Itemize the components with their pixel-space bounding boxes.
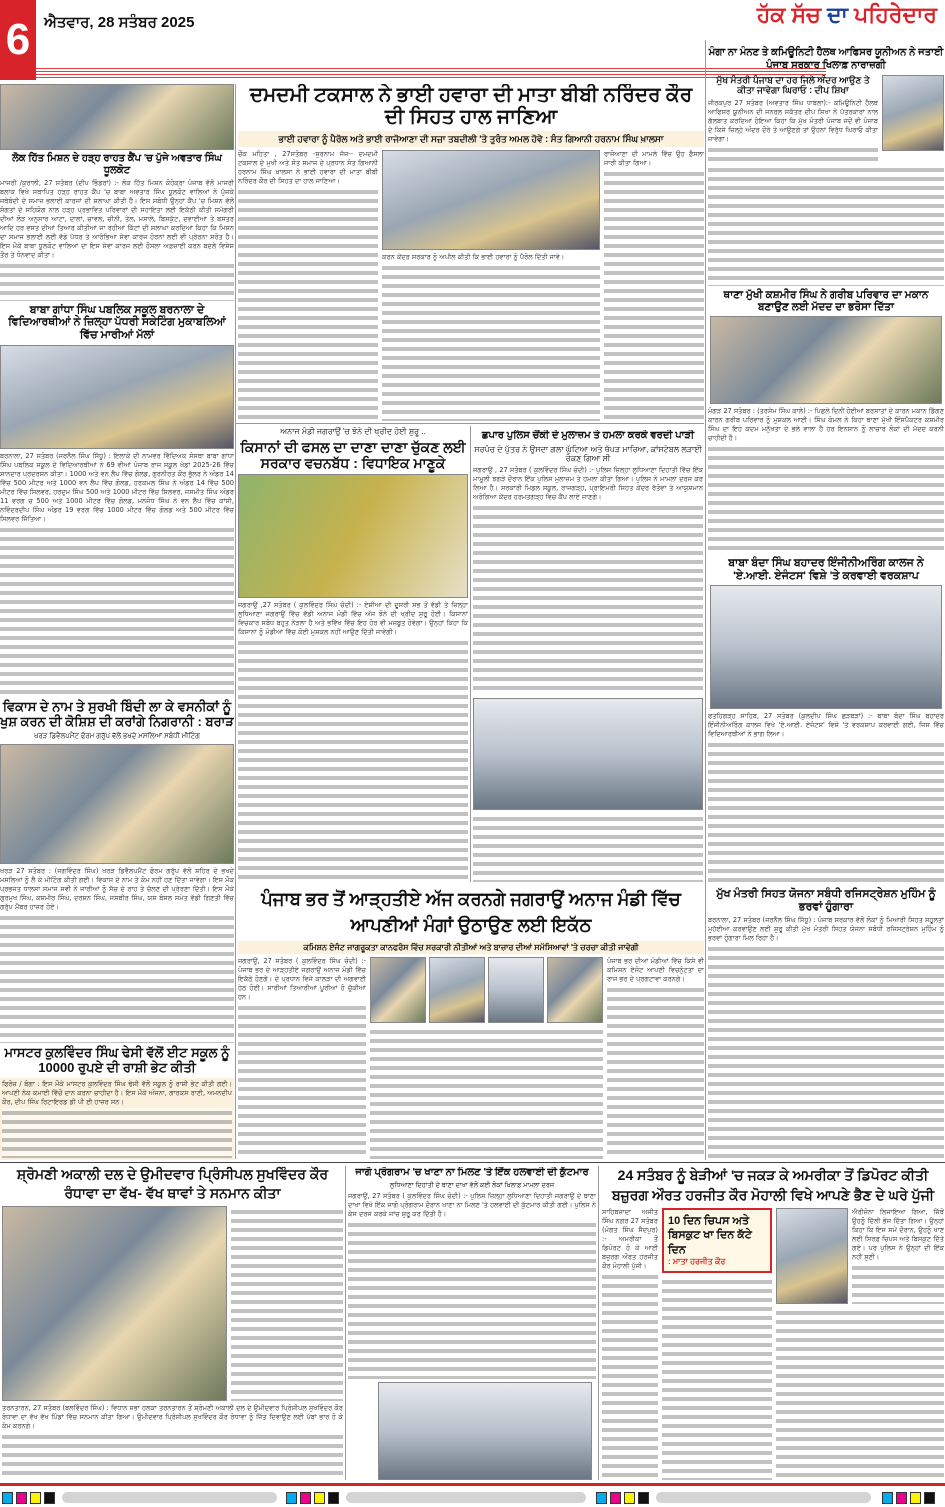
column-divider bbox=[235, 84, 236, 1159]
article-body bbox=[0, 1078, 234, 1160]
headline: ਬਾਬਾ ਗਾਂਧਾ ਸਿੰਘ ਪਬਲਿਕ ਸਕੂਲ ਬਰਨਾਲਾ ਦੇ ਵਿਦਿਆਰਥੀਆਂ ਨੇ ਜ਼ਿਲ੍ਹਾ ਪੱਧਰੀ ਸਕੇਟਿੰਗ ਮੁਕਾਬਲਿਆਂ ਵਿੱਚ ਮਾਰੀਆਂ ਮੱਲਾਂ bbox=[8, 303, 226, 341]
article-body bbox=[708, 164, 944, 287]
page-number: 6 bbox=[0, 0, 36, 80]
color-registration-marks bbox=[596, 1492, 649, 1504]
headline: ਛਪਾਰ ਪੁਲਿਸ ਚੌਂਕੀ ਦੇ ਮੁਲਾਜ਼ਮ ਤੇ ਹਮਲਾ ਕਰਕੇ ਵਰਦੀ ਪਾੜੀ bbox=[481, 430, 695, 441]
portrait-photo bbox=[488, 957, 544, 1023]
article bbox=[238, 427, 468, 882]
quote-box bbox=[662, 1208, 772, 1273]
headline: ਪੰਜਾਬ ਭਰ ਤੋਂ ਆੜ੍ਹਤੀਏ ਅੱਜ ਕਰਨਗੇ ਜਗਰਾਉਂ ਅਨਾਜ ਮੰਡੀ ਵਿੱਚ ਆਪਣੀਆਂ ਮੰਗਾਂ ਉਠਾਉਣ ਲਈ ਇਕੱਠ bbox=[261, 889, 681, 935]
logo-text: ਪਹਿਰੇਦਾਰ bbox=[854, 2, 937, 27]
article-text: ਮਾਜਰੀ /ਕੁਰਾਲੀ, 27 ਸਤੰਬਰ (ਦੀਪ ਭਿੰਡਰਾਂ) :- ਲੋਕ ਹਿੱਤ ਮਿਸ਼ਨ ਕੋਹੋਕ੍ਰਾ ਪੰਜਾਬ ਵੱਲੋਂ ਮਾਜਰੀ ਬਲਾਕ ਵਿਖੇ ਸਥਾਪਿਤ ਹੜ੍ਹ ਰਾਹਤ ਕੈਂਪ 'ਚ ਬਾਬਾ ਅਵਤਾਰ ਸਿੰਘ ਧੂਲਕੋਟ ਵਾਲਿਆਂ ਨੇ ਪੁੱਜਕੇ ਜਥੇਬੰਦੀ ਦੇ ਸਮਾਜ ਭਲਾਈ ਕਾਰਜਾਂ ਦੀ ਸ਼ਲਾਘਾ ਕੀਤੀ ਹੈ। ਇਸ ਸਬੰਧੀ ਉਨ੍ਹਾਂ ਕੈਂਪ 'ਚ ਮਿਸ਼ਨ ਵੱਲੋਂ ਸੰਗਤਾਂ ਦੇ ਸਹਿਯੋਗ ਨਾਲ ਹੜ੍ਹ ਪ੍ਰਭਾਵਿਤ ਪਰਿਵਾਰਾਂ ਦੀ ਸਹਾਇਤਾ ਲਈ ਇਕੱਠੀ ਕੀਤੀ ਸਮੱਗਰੀ ਦੀਆਂ ਲੋੜ ਅਨੁਸਾਰ ਆਟਾ, ਦਾਲਾਂ, ਚਾਵਲ, ਚੀਨੀ, ਤੇਲ, ਮਸਾਲੇ, ਬਿਸਕੁੱਟ, ਦਵਾਈਆਂ ਤੇ ਬਸਤਰ ਆਦਿ ਹਰ ਵਸਤ ਦੀਆਂ ਤਿਆਰ ਕੀਤੀਆਂ ਜਾ ਰਹੀਆਂ ਕਿੱਟਾਂ ਦੀ ਸ਼ਲਾਘਾ ਕਰਦਿਆਂ ਕਿਹਾ ਕਿ ਮਿਸ਼ਨ ਦਾ ਸਮਾਜ ਭਲਾਈ ਲਈ ਵੱਡੇ ਪੱਧਰ ਤੇ ਆਰੰਭਿਆ ਸੇਵਾ ਕਾਰਜ ਹੋਰਨਾਂ ਲਈ ਵੀ ਪ੍ਰੇਰਨਾ ਸਰੋਤ ਹੈ। ਇਸ ਮੌਕੇ ਬਾਬਾ ਧੂਲਕੋਟ ਵਾਲਿਆਂ ਦਾ ਇਸ ਸੇਵਾ ਕਾਰਜ ਲਈ ਹੌਸਲਾ ਅਫ਼ਜ਼ਾਈ ਕਰਨ ਬਦਲੇ ਵਿਸ਼ੇਸ਼ ਤੌਰ ਤੇ ਧੰਨਵਾਦ ਕੀਤਾ। bbox=[0, 179, 234, 259]
subheadline: ਮੁੱਖ ਮੰਤਰੀ ਪੰਜਾਬ ਦਾ ਹਰ ਜਿਲੇ ਅੰਦਰ ਆਉਣ ਤੇ ਕੀਤਾ ਜਾਵੇਗਾ ਘਿਰਾਓ : ਦੀਪ ਸ਼ਿਖਾ bbox=[716, 75, 870, 96]
article-text: ਜਗਰਾਉਂ ,27 ਸਤੰਬਰ ( ਕੁਲਵਿੰਦਰ ਸਿੰਘ ਚੰਦੀ) :- ਏਸ਼ੀਆ ਦੀ ਦੂਸਰੀ ਸਭ ਤੋਂ ਵੱਡੀ ਤੇ ਜ਼ਿਲ੍ਹਾ ਲੁਧਿਆਣਾ ਜਗਰਾਉਂ ਵਿੱਚ ਵੱਡੀ ਅਨਾਜ ਮੰਡੀ ਵਿੱਚ ਅੱਜ ਝੋਨੇ ਦੀ ਖ੍ਰੀਦ ਸ਼ੁਰੂ ਹੋਈ। ਕਿਸਾਨਾਂ ਵਿਚਕਾਰ ਸਬੰਧ ਬਹੁਤ ਨੇੜਲਾ ਹੈ ਅਤੇ ਭਵਿੱਖ ਵਿੱਚ ਇਹ ਹੋਰ ਵੀ ਮਜ਼ਬੂਤ ਹੋਵੇਗਾ। ਉਨ੍ਹਾਂ ਕਿਹਾ ਕਿ ਕਿਸਾਨਾਂ ਨੂੰ ਮੰਡੀਆਂ ਵਿੱਚ ਕੋਈ ਮੁਸ਼ਕਲ ਨਹੀਂ ਆਉਣ ਦਿੱਤੀ ਜਾਵੇਗੀ। bbox=[238, 601, 468, 637]
photo bbox=[382, 150, 600, 250]
article-body bbox=[0, 179, 234, 301]
article bbox=[2, 1165, 343, 1480]
article-text: ਖਰੜ 27 ਸਤੰਬਰ : (ਜਗਵਿੰਦਰ ਸਿੰਘ) ਖਰੜ ਡਿਵੈਲਪਮੈਂਟ ਫੋਰਮ ਗਰੁੱਪ ਵੱਲੋਂ ਸ਼ਹਿਰ ਦੇ ਭਖਦੇ ਮਸਲਿਆਂ ਨੂੰ ਲੈ ਕੇ ਮੀਟਿੰਗ ਕੀਤੀ ਗਈ। ਵਿਕਾਸ ਦੇ ਨਾਮ ਤੇ ਕੰਮ ਨਹੀਂ ਹਣ ਦਿੱਤਾ ਜਾਵੇਗਾ। ਇਸ ਮੌਕ ਪ੍ਰਭਜਤ ਧਾਲਸਾ ਸਮਾਜ ਸਵੀ ਨੇ ਜਾਰੀਆਂ ਨੂੰ ਸੱਚ ਦੇ ਰਾਹ ਤੇ ਚੱਲਣ ਦੀ ਪ੍ਰੇਰਣਾ ਦਿੱਤੀ। ਇਸ ਮੌਕੇ ਗੁਰਮੁਖ ਸਿੰਘ, ਕਸ਼ਮੀਰ ਸਿੰਘ, ਦਰਸ਼ਨ ਸਿੰਘ, ਜਸਬੀਰ ਸਿੰਘ, ਯਸ਼ ਬੰਸਲ ਸਮੇਤ ਵੱਡੀ ਗਿਣਤੀ ਵਿੱਚ ਗਰੁੱਪ ਮੈਂਬਰ ਹਾਜ਼ਰ ਹੋਏ। bbox=[0, 867, 234, 911]
lead-story bbox=[238, 84, 704, 421]
headline: ਥਾਣਾ ਮੁੱਖੀ ਕਸ਼ਮੀਰ ਸਿੰਘ ਨੇ ਗਰੀਬ ਪਰਿਵਾਰ ਦਾ ਮਕਾਨ ਬਣਾਉਣ ਲਈ ਮੱਦਦ ਦਾ ਭਰੋਸਾ ਦਿੱਤਾ bbox=[723, 289, 929, 314]
issue-date: ਐਤਵਾਰ, 28 ਸਤੰਬਰ 2025 bbox=[44, 14, 195, 31]
color-registration-marks bbox=[2, 1492, 55, 1504]
color-registration-marks bbox=[882, 1492, 935, 1504]
subheadline: ਖਰੜ ਡਿਵੈਲਪਮੈਂਟ ਫੋਰਮ ਗਰੁੱਪ ਵੱਲੋਂ ਭਖਦੇ ਮਸਲਿਆਂ ਸਬੰਧੀ ਮੀਟਿੰਗ bbox=[34, 732, 200, 740]
portrait-photo bbox=[547, 957, 603, 1023]
headline: ਮੁੱਖ ਮੰਤਰੀ ਸਿਹਤ ਯੋਜਨਾ ਸਬੰਧੀ ਰਜਿਸਟ੍ਰੇਸ਼ਨ ਮੁਹਿੰਮ ਨੂੰ ਭਰਵਾਂ ਹੁੰਗਾਰਾ bbox=[716, 888, 936, 913]
article bbox=[602, 1165, 944, 1480]
subheadline: ਸਰਪੰਚ ਦੇ ਪੁੱਤਰ ਨੇ ਉਸਦਾ ਗਲਾ ਘੁੱਟਿਆ ਅਤੇ ਥੱਪੜ ਮਾਰਿਆ, ਕਾਂਸਟੇਬਲ ਲੜਾਈ ਰੋਕਣ ਗਿਆ ਸੀ bbox=[474, 444, 702, 463]
color-registration-marks bbox=[286, 1492, 339, 1504]
article bbox=[238, 886, 704, 1159]
headline: ਮੰਗਾ ਨਾ ਮੰਨਣ ਤੇ ਕਮਿਊਨਿਟੀ ਹੈਲਥ ਆਫਿਸਰ ਯੂਨੀਅਨ ਨੇ ਜਤਾਈ ਪੰਜਾਬ ਸਰਕਾਰ ਖਿਲਾਫ਼ ਨਾਰਾਜ਼ਗੀ bbox=[708, 47, 944, 71]
article-body bbox=[602, 1208, 658, 1480]
portrait-photo bbox=[429, 957, 485, 1023]
article-body bbox=[238, 150, 378, 421]
section-divider bbox=[236, 423, 704, 424]
footer-rule bbox=[0, 1483, 945, 1486]
headline: ਲੋਕ ਹਿੱਤ ਮਿਸ਼ਨ ਦੇ ਹੜ੍ਹ ਰਾਹਤ ਕੈਂਪ 'ਚ ਪੁੱਜੇ ਅਵਤਾਰ ਸਿੰਘ ਧੂਲਕੋਟ bbox=[12, 153, 222, 176]
headline: ਬਾਬਾ ਬੰਦਾ ਸਿੰਘ ਬਹਾਦਰ ਇੰਜੀਨੀਅਰਿੰਗ ਕਾਲਜ ਨੇ 'ਏ.ਆਈ. ਏਜੰਟਸ' ਵਿਸ਼ੇ 'ਤੇ ਕਰਵਾਈ ਵਰਕਸ਼ਾਪ bbox=[728, 557, 924, 582]
subheadline: ਕਮਿਸ਼ਨ ਏਜੰਟ ਜਾਗਰੂਕਤਾ ਕਾਨਫਰੰਸ ਵਿੱਚ ਸਰਕਾਰੀ ਨੀਤੀਆਂ ਅਤੇ ਬਾਜ਼ਾਰ ਦੀਆਂ ਸਮੱਸਿਆਵਾਂ 'ਤੇ ਚਰਚਾ ਕੀਤੀ ਜਾਵੇਗੀ bbox=[238, 941, 704, 954]
article-body bbox=[382, 253, 600, 421]
article-body bbox=[708, 916, 944, 1159]
logo-text: ਹੱਕ ਸੱਚ bbox=[756, 2, 821, 27]
portrait-photo bbox=[776, 1208, 848, 1304]
article-body bbox=[852, 1208, 944, 1304]
article-body bbox=[348, 1192, 596, 1379]
article-text: ਬਰਨਾਲਾ, 27 ਸਤੰਬਰ (ਜਰਨੈਲ ਸਿੰਘ ਸਿੱਧੂ) : ਪੰਜਾਬ ਸਰਕਾਰ ਵੱਲੋਂ ਲੋਕਾਂ ਨੂੰ ਮਿਆਰੀ ਸਿਹਤ ਸਹੂਲਤਾਂ ਮੁਹੱਈਆ ਕਰਵਾਉਣ ਲਈ ਸ਼ੁਰੂ ਕੀਤੀ ਮੁੱਖ ਮੰਤਰੀ ਸਿਹਤ ਯੋਜਨਾ ਸਬੰਧੀ ਰਜਿਸਟ੍ਰੇਸ਼ਨ ਮੁਹਿੰਮ ਨੂੰ ਭਰਵਾਂ ਹੁੰਗਾਰਾ ਮਿਲ ਰਿਹਾ ਹੈ। bbox=[708, 916, 944, 943]
registration-bar bbox=[656, 1492, 871, 1503]
headline: ਸ਼੍ਰੋਮਣੀ ਅਕਾਲੀ ਦਲ ਦੇ ਉਮੀਦਵਾਰ ਪ੍ਰਿੰਸੀਪਲ ਸੁਖਵਿੰਦਰ ਕੌਰ ਰੰਧਾਵਾ ਦਾ ਵੱਖ- ਵੱਖ ਥਾਵਾਂ ਤੇ ਸਨਮਾਨ ਕੀਤਾ bbox=[16, 1166, 329, 1201]
article-body bbox=[238, 957, 366, 1159]
registration-bar bbox=[62, 1492, 277, 1503]
column-divider bbox=[598, 1166, 599, 1480]
article-body bbox=[473, 813, 703, 882]
column-divider bbox=[345, 1166, 346, 1480]
article-text: ਜਗਰਾਉਂ, 27 ਸਤੰਬਰ ( ਕੁਲਵਿੰਦਰ ਸਿੰਘ ਚੰਦੀ) :- ਪੰਜਾਬ ਭਰ ਦੇ ਆੜ੍ਹਤੀਏ ਜਗਰਾਉਂ ਅਨਾਜ ਮੰਡੀ ਵਿੱਚ ਇਕੱਠੇ ਹੋਣਗੇ। ਦੇ ਪ੍ਰਧਾਨ ਵਿਜੇ ਕਾਲੜਾ ਦੀ ਅਗਵਾਈ ਹੇਠ ਹੋਈ। ਸਾਰੀਆਂ ਤਿਆਰੀਆਂ ਪੂਰੀਆਂ ਹੋ ਚੁੱਕੀਆਂ ਹਨ। bbox=[238, 957, 366, 1002]
article-body bbox=[604, 150, 704, 421]
article-text: ਤਰਨਤਾਰਨ, 27 ਸਤੰਬਰ (ਬਲਵਿੰਦਰ ਸਿੰਘ) : ਵਿਧਾਨ ਸਭਾ ਹਲਕਾ ਤਰਨਤਾਰਨ ਤੋਂ ਸ਼੍ਰੋਮਣੀ ਅਕਾਲੀ ਦਲ ਦੇ ਉਮੀਦਵਾਰ ਪ੍ਰਿੰਸੀਪਲ ਸੁਖਵਿੰਦਰ ਕੌਰ ਰੰਧਾਵਾ ਦਾ ਵੱਖ ਵੱਖ ਪਿੰਡਾਂ ਵਿੱਚ ਸਨਮਾਨ ਕੀਤਾ ਗਿਆ। ਉਮੀਦਵਾਰ ਪ੍ਰਿੰਸੀਪਲ ਸੁਖਵਿੰਦਰ ਕੌਰ ਰੰਧਾਵਾ ਨੂੰ ਜਿੱਤ ਦਿਵਾਉਣ ਲਈ ਪੱਬਾਂ ਭਾਰ ਹੋ ਕੇ ਕੰਮ ਕਰਨਗੇ। bbox=[2, 1404, 343, 1430]
subheadline: ਲੁਧਿਆਣਾ ਦਿਹਾਤੀ ਦੇ ਥਾਣਾ ਦਾਖਾ ਵੱਲੋਂ ਕਈ ਲੋਕਾਂ ਖ਼ਿਲਾਫ਼ ਮਾਮਲਾ ਦਰਜ bbox=[389, 1181, 555, 1189]
column-divider bbox=[705, 40, 706, 1160]
headline: ਜਾਗੋ ਪ੍ਰੋਗਰਾਮ 'ਚ ਖਾਣਾ ਨਾ ਮਿਲਣ 'ਤੇ ਇੱਕ ਹਲਵਾਈ ਦੀ ਕੁੱਟਮਾਰ bbox=[355, 1167, 589, 1178]
article-body bbox=[231, 1206, 343, 1401]
article-text: ਸਾਹਿਬਜ਼ਾਦਾ ਅਜੀਤ ਸਿੰਘ ਨਗਰ 27 ਸਤੰਬਰ (ਮੰਗਤ ਸਿੰਘ ਸੈਦਪੁਰ) :- ਅਮਰੀਕਾ ਤੋਂ ਡਿਪੋਰਟ ਹੋ ਕੇ ਆਈ ਬਜ਼ੁਰਗ ਔਰਤ ਹਰਜੀਤ ਕੌਰ ਮੋਹਾਲੀ ਪੁੱਜੀ। bbox=[602, 1208, 658, 1270]
article bbox=[348, 1167, 596, 1480]
article-body bbox=[238, 601, 468, 882]
headline: 24 ਸਤੰਬਰ ਨੂੰ ਬੇੜੀਆਂ 'ਚ ਜਕੜ ਕੇ ਅਮਰੀਕਾ ਤੋਂ ਡਿਪੋਰਟ ਕੀਤੀ ਬਜ਼ੁਰਗ ਔਰਤ ਹਰਜੀਤ ਕੌਰ ਮੋਹਾਲੀ ਵਿਖੇ ਆਪਣੇ ਭੈਣ ਦੇ ਘਰੇ ਪੁੱਜੀ bbox=[611, 1167, 935, 1203]
photo bbox=[0, 744, 234, 864]
right-column bbox=[708, 46, 944, 1159]
lead-headline: ਦਮਦਮੀ ਟਕਸਾਲ ਨੇ ਭਾਈ ਹਵਾਰਾ ਦੀ ਮਾਤਾ ਬੀਬੀ ਨਰਿੰਦਰ ਕੌਰ ਦੀ ਸਿਹਤ ਹਾਲ ਜਾਣਿਆ bbox=[249, 84, 693, 128]
article-text: ਰਾਜੋਆਣਾ ਦੀ ਮਾਮਲੇ ਵਿੱਚ ਉਹ ਫ਼ੈਸਲਾ ਜਾਰੀ ਕੀਤਾ ਗਿਆ। bbox=[604, 150, 704, 168]
photo bbox=[2, 1206, 227, 1401]
article-text: ਐਰੀਜ਼ੋਨਾ ਲਿਜਾਇਆ ਗਿਆ, ਜਿੱਥੋਂ ਉਹਨੂੰ ਦਿੱਲੀ ਭੇਜ ਦਿੱਤਾ ਗਿਆ। ਉਨ੍ਹਾਂ ਕਿਹਾ ਕਿ ਇਸ ਸਮੇਂ ਦੌਰਾਨ, ਉਹਨੂੰ ਖਾਣ ਲਈ ਸਿਰਫ਼ ਚਿਪਸ ਅਤੇ ਬਿਸਕੁਟ ਦਿੱਤੇ ਗਏ। ਪਰ ਪੁਲਿਸ ਨੇ ਉਨ੍ਹਾਂ ਦੀ ਇੱਕ ਨਹੀਂ ਸੁਣੀ। bbox=[852, 1208, 944, 1261]
photo bbox=[0, 84, 234, 150]
portrait-photo bbox=[370, 957, 426, 1023]
headline: ਵਿਕਾਸ ਦੇ ਨਾਮ ਤੇ ਸੁਰਖੀ ਬਿੰਦੀ ਲਾ ਕੇ ਵਸਨੀਕਾਂ ਨੂੰ ਖੁਸ਼ ਕਰਨ ਦੀ ਕੋਸ਼ਿਸ਼ ਦੀ ਕਰਾਂਗੇ ਨਿਗਰਾਨੀ : ਬਰਾੜ bbox=[0, 699, 234, 730]
article-body bbox=[0, 867, 234, 1043]
headline: ਮਾਸਟਰ ਕੁਲਵਿੰਦਰ ਸਿੰਘ ਢੇਸੀ ਵੱਲੋਂ ਈਟ ਸਕੂਲ ਨੂੰ 10000 ਰੁਪਏ ਦੀ ਰਾਸ਼ੀ ਭੇਟ ਕੀਤੀ bbox=[4, 1044, 230, 1075]
photo bbox=[710, 316, 942, 404]
article-body bbox=[662, 1276, 772, 1480]
kicker: ਅਨਾਜ ਮੰਡੀ ਜਗਰਾਉਂ 'ਚ ਝੋਨੇ ਦੀ ਖ੍ਰੀਦ ਹੋਈ ਸ਼ੁਰੂ .. bbox=[280, 427, 426, 436]
section-divider bbox=[0, 1162, 945, 1163]
photo bbox=[473, 698, 703, 810]
portrait-photo bbox=[882, 75, 944, 151]
article-text: ਫਿਰੋਜ਼ / ਬੰਗਾ : ਇਸ ਮੌਕੇ ਮਾਸਟਰ ਕੁਲਵਿੰਦਰ ਸਿੰਘ ਢੇਸੀ ਵੱਲੋਂ ਸਕੂਲ ਨੂੰ ਰਾਸ਼ੀ ਭੇਟ ਕੀਤੀ ਗਈ। ਆਪਣੀ ਨੇਕ ਕਮਾਈ ਵਿੱਚੋਂ ਦਾਨ ਕਰਨਾ ਚਾਹੀਦਾ ਹੈ। ਇਸ ਮੌਕੇ ਅੰਜਨਾ, ਗਾਰਕਸ ਰਾਣੀ, ਅਮਨਦੀਪ ਕੌਰ, ਦੀਪ ਸਿੰਘ ਰਿਟਾਇਰਡ ਡੀ ਪੀ ਈ ਹਾਜ਼ਰ ਸਨ। bbox=[2, 1080, 232, 1107]
article-body bbox=[2, 1404, 343, 1480]
article-text: ਜੀਰਕਪੁਰ 27 ਸਤੰਬਰ (ਅਵਤਾਰ ਸਿੰਘ ਧਾਬਲਾ):- ਕਮਿਊਨਿਟੀ ਹੈਲਥ ਆਫਿਸਰ ਯੂਨੀਅਨ ਦੀ ਜਨਰਲ ਸਕੱਤਰ ਦੀਪ ਸ਼ਿਖਾ ਨੇ ਪੱਤਰਕਾਰਾਂ ਨਾਲ ਗੱਲਬਾਤ ਕਰਦਿਆਂ ਹੋਇਆ ਕਿਹਾ ਕਿ ਮੁੱਖ ਮੰਤਰੀ ਪੰਜਾਬ ਜਦੋਂ ਵੀ ਪੰਜਾਬ ਦੇ ਕਿਸੇ ਜ਼ਿਲ੍ਹੇ ਅੰਦਰ ਦੌਰੇ ਤੇ ਆਉਣਗੇ ਤਾਂ ਉਹਨਾਂ ਵਿਰੁੱਧ ਘਿਰਾਓ ਕੀਤਾ ਜਾਵੇਗਾ। bbox=[708, 98, 878, 143]
masthead-logo bbox=[757, 2, 937, 28]
article-body bbox=[776, 1307, 944, 1480]
article-body bbox=[708, 712, 944, 885]
registration-bar bbox=[346, 1492, 586, 1503]
photo bbox=[710, 585, 942, 709]
article-body bbox=[607, 957, 704, 1159]
article-body bbox=[708, 407, 944, 554]
article-text: ਪੰਜਾਬ ਭਰ ਦੀਆਂ ਮੰਡੀਆਂ ਵਿੱਚ ਕਿਸੇ ਵੀ ਕਮਿਸ਼ਨ ਏਜੰਟ ਆਪਣੀ ਵਿਚਨੁੰਟਤਾ ਦਾ ਰਾਜ ਭਰ ਦੇ ਪ੍ਰਗਟਾਵਾ ਕਰਨਗੇ। bbox=[607, 957, 704, 984]
article-text: ਜਗਰਾਉਂ , 27 ਸਤੰਬਰ ( ਕੁਲਵਿੰਦਰ ਸਿੰਘ ਚੰਦੀ) :- ਪੁਲਿਸ ਜ਼ਿਲ੍ਹਾ ਲੁਧਿਆਣਾ ਦਿਹਾਤੀ ਵਿੱਚ ਇੱਕ ਮਾਮੂਲੀ ਝਗੜੇ ਦੌਰਾਨ ਇੱਕ ਪੁਲਿਸ ਮੁਲਾਜ਼ਮ ਤੇ ਹਮਲਾ ਕੀਤਾ ਗਿਆ। ਪੁਲਿਸ ਨੇ ਮਾਮਲਾ ਦਰਜ ਕਰ ਲਿਆ ਹੈ। ਸਰਕਾਰੀ ਮਿਡਲ ਸਕੂਲ, ਰਾਜਗੜ੍ਹ, ਪ੍ਰਾਇਮਰੀ ਸਿਹਤ ਕੇਂਦਰ ਰੱਤੋਵਾਂ ਤੇ ਆਯੁਸ਼ਮਾਨ ਅਰੋਗਿਆ ਕੇਂਦਰ ਹਰਮਤਗੜ੍ਹ ਵਿਚ ਕੈਂਪ ਲਾਏ ਜਾਣਗੇ। bbox=[473, 465, 703, 501]
article-text: ਕਰਨ ਕੇਂਦਰ ਸਰਕਾਰ ਨੂੰ ਅਪੀਲ ਕੀਤੀ ਕਿ ਭਾਈ ਹਵਾਰਾ ਨੂੰ ਪੈਰੋਲ ਦਿੱਤੀ ਜਾਵੇ। bbox=[382, 253, 565, 262]
article-text: ਚੌਕ ਮਹਿਤਾ , 27ਸਤੰਬਰ -ਸੁਰਨਾਮ ਜੱਜ-- ਦਮਦਮੀ ਟਕਸਾਲ ਦੇ ਮੁਖੀ ਅਤੇ ਸੰਤ ਸਮਾਜ ਦੇ ਪ੍ਰਧਾਨ ਸੰਤ ਗਿਆਨੀ ਹਰਨਾਮ ਸਿੰਘ ਖ਼ਾਲਸਾ ਨੇ ਭਾਈ ਹਵਾਰਾ ਦੀ ਮਾਤਾ ਬੀਬੀ ਨਰਿੰਦਰ ਕੌਰ ਦੀ ਸਿਹਤ ਦਾ ਹਾਲ ਜਾਣਿਆ। bbox=[238, 150, 378, 186]
article bbox=[473, 430, 703, 882]
lead-subheadline: ਭਾਈ ਹਵਾਰਾ ਨੂੰ ਪੈਰੋਲ ਅਤੇ ਭਾਈ ਰਾਜੋਆਣਾ ਦੀ ਸਜ਼ਾ ਤਬਦੀਲੀ 'ਤੇ ਤੁਰੰਤ ਅਮਲ ਹੋਵੇ : ਸੰਤ ਗਿਆਨੀ ਹਰਨਾਮ ਸਿੰਘ ਖ਼ਾਲਸਾ bbox=[238, 131, 704, 147]
article-text: ਬਰਨਾਲਾ, 27 ਸਤੰਬਰ (ਜਰਨੈਲ ਸਿੰਘ ਸਿੱਧੂ) : ਇਲਾਕੇ ਦੀ ਨਾਮਵਰ ਵਿੱਦਿਅਕ ਸੰਸਥਾ ਬਾਬਾ ਗਾਂਧਾ ਸਿੰਘ ਪਬਲਿਕ ਸਕੂਲ ਦੇ ਵਿਦਿਆਰਥੀਆਂ ਨੇ 69 ਵੀਆਂ ਪੰਜਾਬ ਰਾਜ ਸਕੂਲ ਖੇਡਾਂ 2025-26 ਵਿੱਚ ਸ਼ਾਨਦਾਰ ਪ੍ਰਦਰਸ਼ਨ ਕੀਤਾ। 1000 ਅਤੇ ਵਨ ਲੈਪ ਵਿੱਚ ਗੋਲਡ, ਗੁਰਨੀਰਤ ਕੌਰ ਭੁੱਲਰ ਨੇ ਅੰਡਰ 14 ਵਿੱਚ 500 ਮੀਟਰ ਅਤੇ 1000 ਵਨ ਲੈਪ ਵਿੱਚ ਗੋਲਡ, ਹਰਕਮਲ ਸਿੰਘ ਨੇ ਅੰਡਰ 14 ਵਿੱਚ 500 ਮੀਟਰ ਵਿੱਚ ਸਿਲਵਰ, ਹਰਦੁਮ ਸਿੰਘ 500 ਅਤੇ 1000 ਮੀਟਰ ਵਿੱਚ ਸਿਲਵਰ, ਜਸਮੀਤ ਸਿੰਘ ਅੰਡਰ 11 ਵਰਗ ਚ 500 ਅਤੇ 1000 ਮੀਟਰ ਵਿੱਚ ਗੋਲਡ, ਮਨਜੋਧ ਸਿੰਘ ਨੇ ਵਨ ਲੈਪ ਵਿੱਚ ਕਾਂਸੀ, ਨਵਿੰਦਰਦੀਪ ਸਿੰਘ ਅੰਡਰ 19 ਵਰਗ ਵਿੱਚ 1000 ਮੀਟਰ ਵਿੱਚ ਗੋਲਡ ਅਤੇ 500 ਮੀਟਰ ਵਿੱਚ ਸਿਲਵਰ ਜਿੱਤਿਆ। bbox=[0, 451, 234, 523]
headline: ਕਿਸਾਨਾਂ ਦੀ ਫਸਲ ਦਾ ਦਾਣਾ ਦਾਣਾ ਚੁੱਕਣ ਲਈ ਸਰਕਾਰ ਵਚਨਬੱਧ : ਵਿਧਾਇਕ ਮਾਣੂਕੇ bbox=[240, 439, 466, 472]
article-text: ਫਤਹਿਗੜ੍ਹ ਸਾਹਿਬ, 27 ਸਤੰਬਰ (ਕੁਲਦੀਪ ਸਿੰਘ ਛੜਬੜਾਂ) :- ਬਾਬਾ ਬੰਦਾ ਸਿੰਘ ਬਹਾਦਰ ਇੰਜੀਨੀਅਰਿੰਗ ਕਾਲਜ ਵਿਖੇ 'ਏ.ਆਈ. ਏਜੰਟਸ' ਵਿਸ਼ੇ 'ਤੇ ਵਰਕਸ਼ਾਪ ਕਰਵਾਈ ਗਈ, ਜਿਸ ਵਿੱਚ ਵਿਦਿਆਰਥੀਆਂ ਨੇ ਭਾਗ ਲਿਆ। bbox=[708, 712, 944, 739]
photo bbox=[238, 474, 468, 598]
column-divider bbox=[470, 426, 471, 882]
article-text: ਮੰਗੜ 27 ਸਤੰਬਰ : (ਤਰਸੇਮ ਸਿੰਘ ਕਾਲੇ) :- ਪਿਛਲੇ ਦਿਨੀਂ ਹੋਈਆਂ ਬਰਸਾਤਾਂ ਦੇ ਕਾਰਨ ਮਕਾਨ ਡਿੱਗਣ ਕਾਰਨ ਗਰੀਬ ਪਰਿਵਾਰ ਨੂੰ ਮੁਸ਼ਕਲ ਆਈ। ਸਿੰਘ ਕੰਮਲ ਨੇ ਕਿਹਾ ਥਾਣਾ ਮੁੱਖੀ ਇੰਸਪੈਕਟਰ ਕਸ਼ਮੀਰ ਸਿੰਘ ਦਾ ਇਹ ਕਦਮ ਮਨੁੱਖਤਾ ਦੇ ਭਲੇ ਵਾਲਾ ਹੈ ਹਰ ਇਨਸਾਨ ਨੂੰ ਲਾਚਾਰ ਲੋਕਾਂ ਦੀ ਮੱਦਦ ਕਰਨੀ ਚਾਹੀਦੀ ਹੈ। bbox=[708, 407, 944, 443]
article-body bbox=[708, 99, 878, 161]
photo bbox=[0, 345, 234, 449]
article-text: ਜਗਰਾਉਂ, 27 ਸਤੰਬਰ ( ਕੁਲਵਿੰਦਰ ਸਿੰਘ ਚੰਦੀ) :- ਪੁਲਿਸ ਜ਼ਿਲ੍ਹਾ ਲੁਧਿਆਣਾ ਦਿਹਾਤੀ ਜਗਰਾਉਂ ਦੇ ਥਾਣਾ ਦਾਖਾ ਵਿਖੇ ਇੱਕ ਜਾਗੋ ਪ੍ਰੋਗਰਾਮ ਦੌਰਾਨ ਖਾਣਾ ਨਾ ਮਿਲਣ 'ਤੇ ਹਲਵਾਈ ਦੀ ਕੁੱਟਮਾਰ ਕੀਤੀ ਗਈ। ਪੁਲਿਸ ਨੇ ਕੇਸ ਦਰਜ ਕਰਕੇ ਜਾਂਚ ਸ਼ੁਰੂ ਕਰ ਦਿੱਤੀ ਹੈ। bbox=[348, 1191, 596, 1218]
left-column bbox=[0, 84, 234, 1160]
article-body bbox=[0, 452, 234, 698]
quote-title: 10 ਦਿਨ ਚਿਪਸ ਅਤੇ ਬਿਸਕੁਟ ਖਾ ਦਿਨ ਕੱਟੇ ਦਿਨ bbox=[668, 1215, 752, 1256]
logo-text: ਦਾ bbox=[827, 2, 848, 27]
quote-credit: : ਮਾਤਾ ਹਰਜੀਤ ਕੌਰ bbox=[668, 1256, 726, 1266]
article-body bbox=[473, 466, 703, 695]
article-body bbox=[370, 1026, 603, 1159]
photo bbox=[378, 1382, 592, 1480]
